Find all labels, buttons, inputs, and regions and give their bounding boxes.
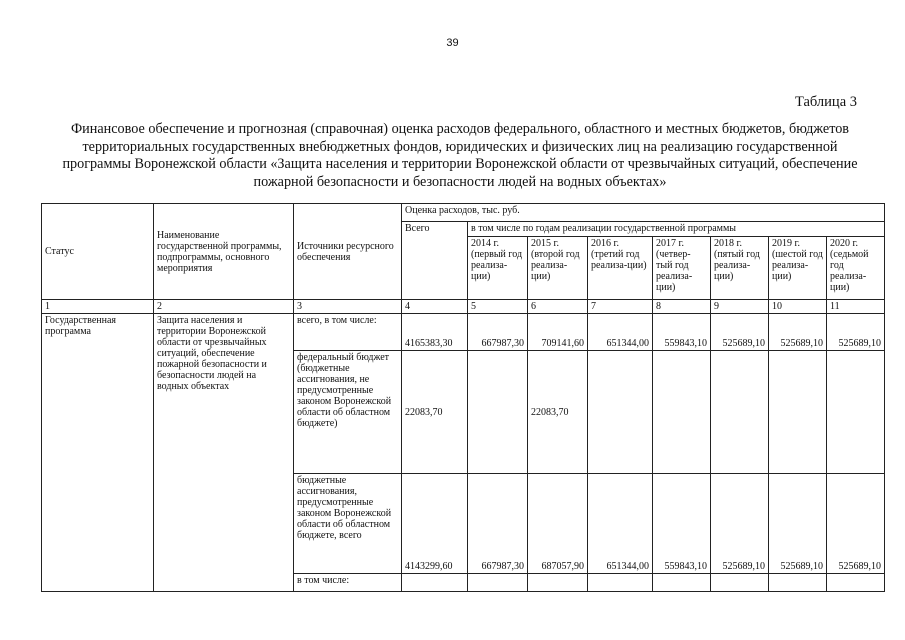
- value-cell: [827, 574, 885, 592]
- value-cell: [468, 351, 528, 474]
- row-source: в том числе:: [294, 574, 402, 592]
- value-cell: [711, 351, 769, 474]
- value-cell: 525689,10: [827, 314, 885, 351]
- value-cell: 709141,60: [528, 314, 588, 351]
- value-cell: 4143299,60: [402, 474, 468, 574]
- value-cell: [769, 574, 827, 592]
- row-source: федеральный бюджет (бюджетные ассигнования, не предусмотренные законом Воронежской области об областном бюджете): [294, 351, 402, 474]
- value-cell: [468, 574, 528, 592]
- value-cell: 525689,10: [827, 474, 885, 574]
- header-name: Наименование государственной программы, подпрограммы, основного мероприятия: [154, 204, 294, 300]
- value-cell: [827, 351, 885, 474]
- document-title: Финансовое обеспечение и прогнозная (справочная) оценка расходов федерального, областного и местных бюджетов, бюджетов территориальных государственных внебюджетных фондов, юридических и физических лиц на реализацию государственной программы Воронежской области «Защита населения и территории Воронежской области от чрезвычайных ситуаций, обеспечение пожарной безопасности и безопасности людей на водных объектах»: [62, 121, 858, 190]
- header-year-2018: 2018 г. (пятый год реализа-ции): [711, 237, 769, 300]
- row-status: Государственная программа: [42, 314, 154, 592]
- row-source: бюджетные ассигнования, предусмотренные законом Воронежской области об областном бюджете, всего: [294, 474, 402, 574]
- header-by-years: в том числе по годам реализации государственной программы: [468, 222, 885, 237]
- value-cell: 651344,00: [588, 314, 653, 351]
- value-cell: [588, 574, 653, 592]
- value-cell: 525689,10: [711, 474, 769, 574]
- row-source: всего, в том числе:: [294, 314, 402, 351]
- header-year-2015: 2015 г. (второй год реализа-ции): [528, 237, 588, 300]
- col-number: 10: [769, 300, 827, 314]
- header-estimate: Оценка расходов, тыс. руб.: [402, 204, 885, 222]
- financing-table: [41, 203, 885, 592]
- col-number: 6: [528, 300, 588, 314]
- col-number: 5: [468, 300, 528, 314]
- header-year-2017: 2017 г. (четвер-тый год реализа-ции): [653, 237, 711, 300]
- value-cell: 667987,30: [468, 474, 528, 574]
- header-year-2014: 2014 г. (первый год реализа-ции): [468, 237, 528, 300]
- value-cell: [769, 351, 827, 474]
- value-cell: 667987,30: [468, 314, 528, 351]
- header-year-2019: 2019 г. (шестой год реализа-ции): [769, 237, 827, 300]
- table-row: [42, 314, 885, 351]
- value-cell: [711, 574, 769, 592]
- page-number: 39: [446, 37, 459, 49]
- col-number: 3: [294, 300, 402, 314]
- value-cell: 525689,10: [711, 314, 769, 351]
- value-cell: 559843,10: [653, 314, 711, 351]
- col-number: 2: [154, 300, 294, 314]
- value-cell: 22083,70: [402, 351, 468, 474]
- table-label: Таблица 3: [794, 94, 857, 110]
- value-cell: [653, 574, 711, 592]
- value-cell: 651344,00: [588, 474, 653, 574]
- value-cell: 525689,10: [769, 474, 827, 574]
- value-cell: [528, 574, 588, 592]
- value-cell: 687057,90: [528, 474, 588, 574]
- value-cell: 559843,10: [653, 474, 711, 574]
- col-number: 9: [711, 300, 769, 314]
- header-sources: Источники ресурсного обеспечения: [294, 204, 402, 300]
- column-number-row: [42, 300, 885, 314]
- col-number: 8: [653, 300, 711, 314]
- row-name: Защита населения и территории Воронежской области от чрезвычайных ситуаций, обеспечение пожарной безопасности и безопасности людей на водных объектах: [154, 314, 294, 592]
- value-cell: 22083,70: [528, 351, 588, 474]
- value-cell: 525689,10: [769, 314, 827, 351]
- value-cell: [402, 574, 468, 592]
- col-number: 7: [588, 300, 653, 314]
- header-year-2020: 2020 г. (седьмой год реализа-ции): [827, 237, 885, 300]
- value-cell: 4165383,30: [402, 314, 468, 351]
- value-cell: [653, 351, 711, 474]
- col-number: 1: [42, 300, 154, 314]
- col-number: 4: [402, 300, 468, 314]
- header-total: Всего: [402, 222, 468, 300]
- col-number: 11: [827, 300, 885, 314]
- value-cell: [588, 351, 653, 474]
- header-year-2016: 2016 г. (третий год реализа-ции): [588, 237, 653, 300]
- header-status: Статус: [42, 204, 154, 300]
